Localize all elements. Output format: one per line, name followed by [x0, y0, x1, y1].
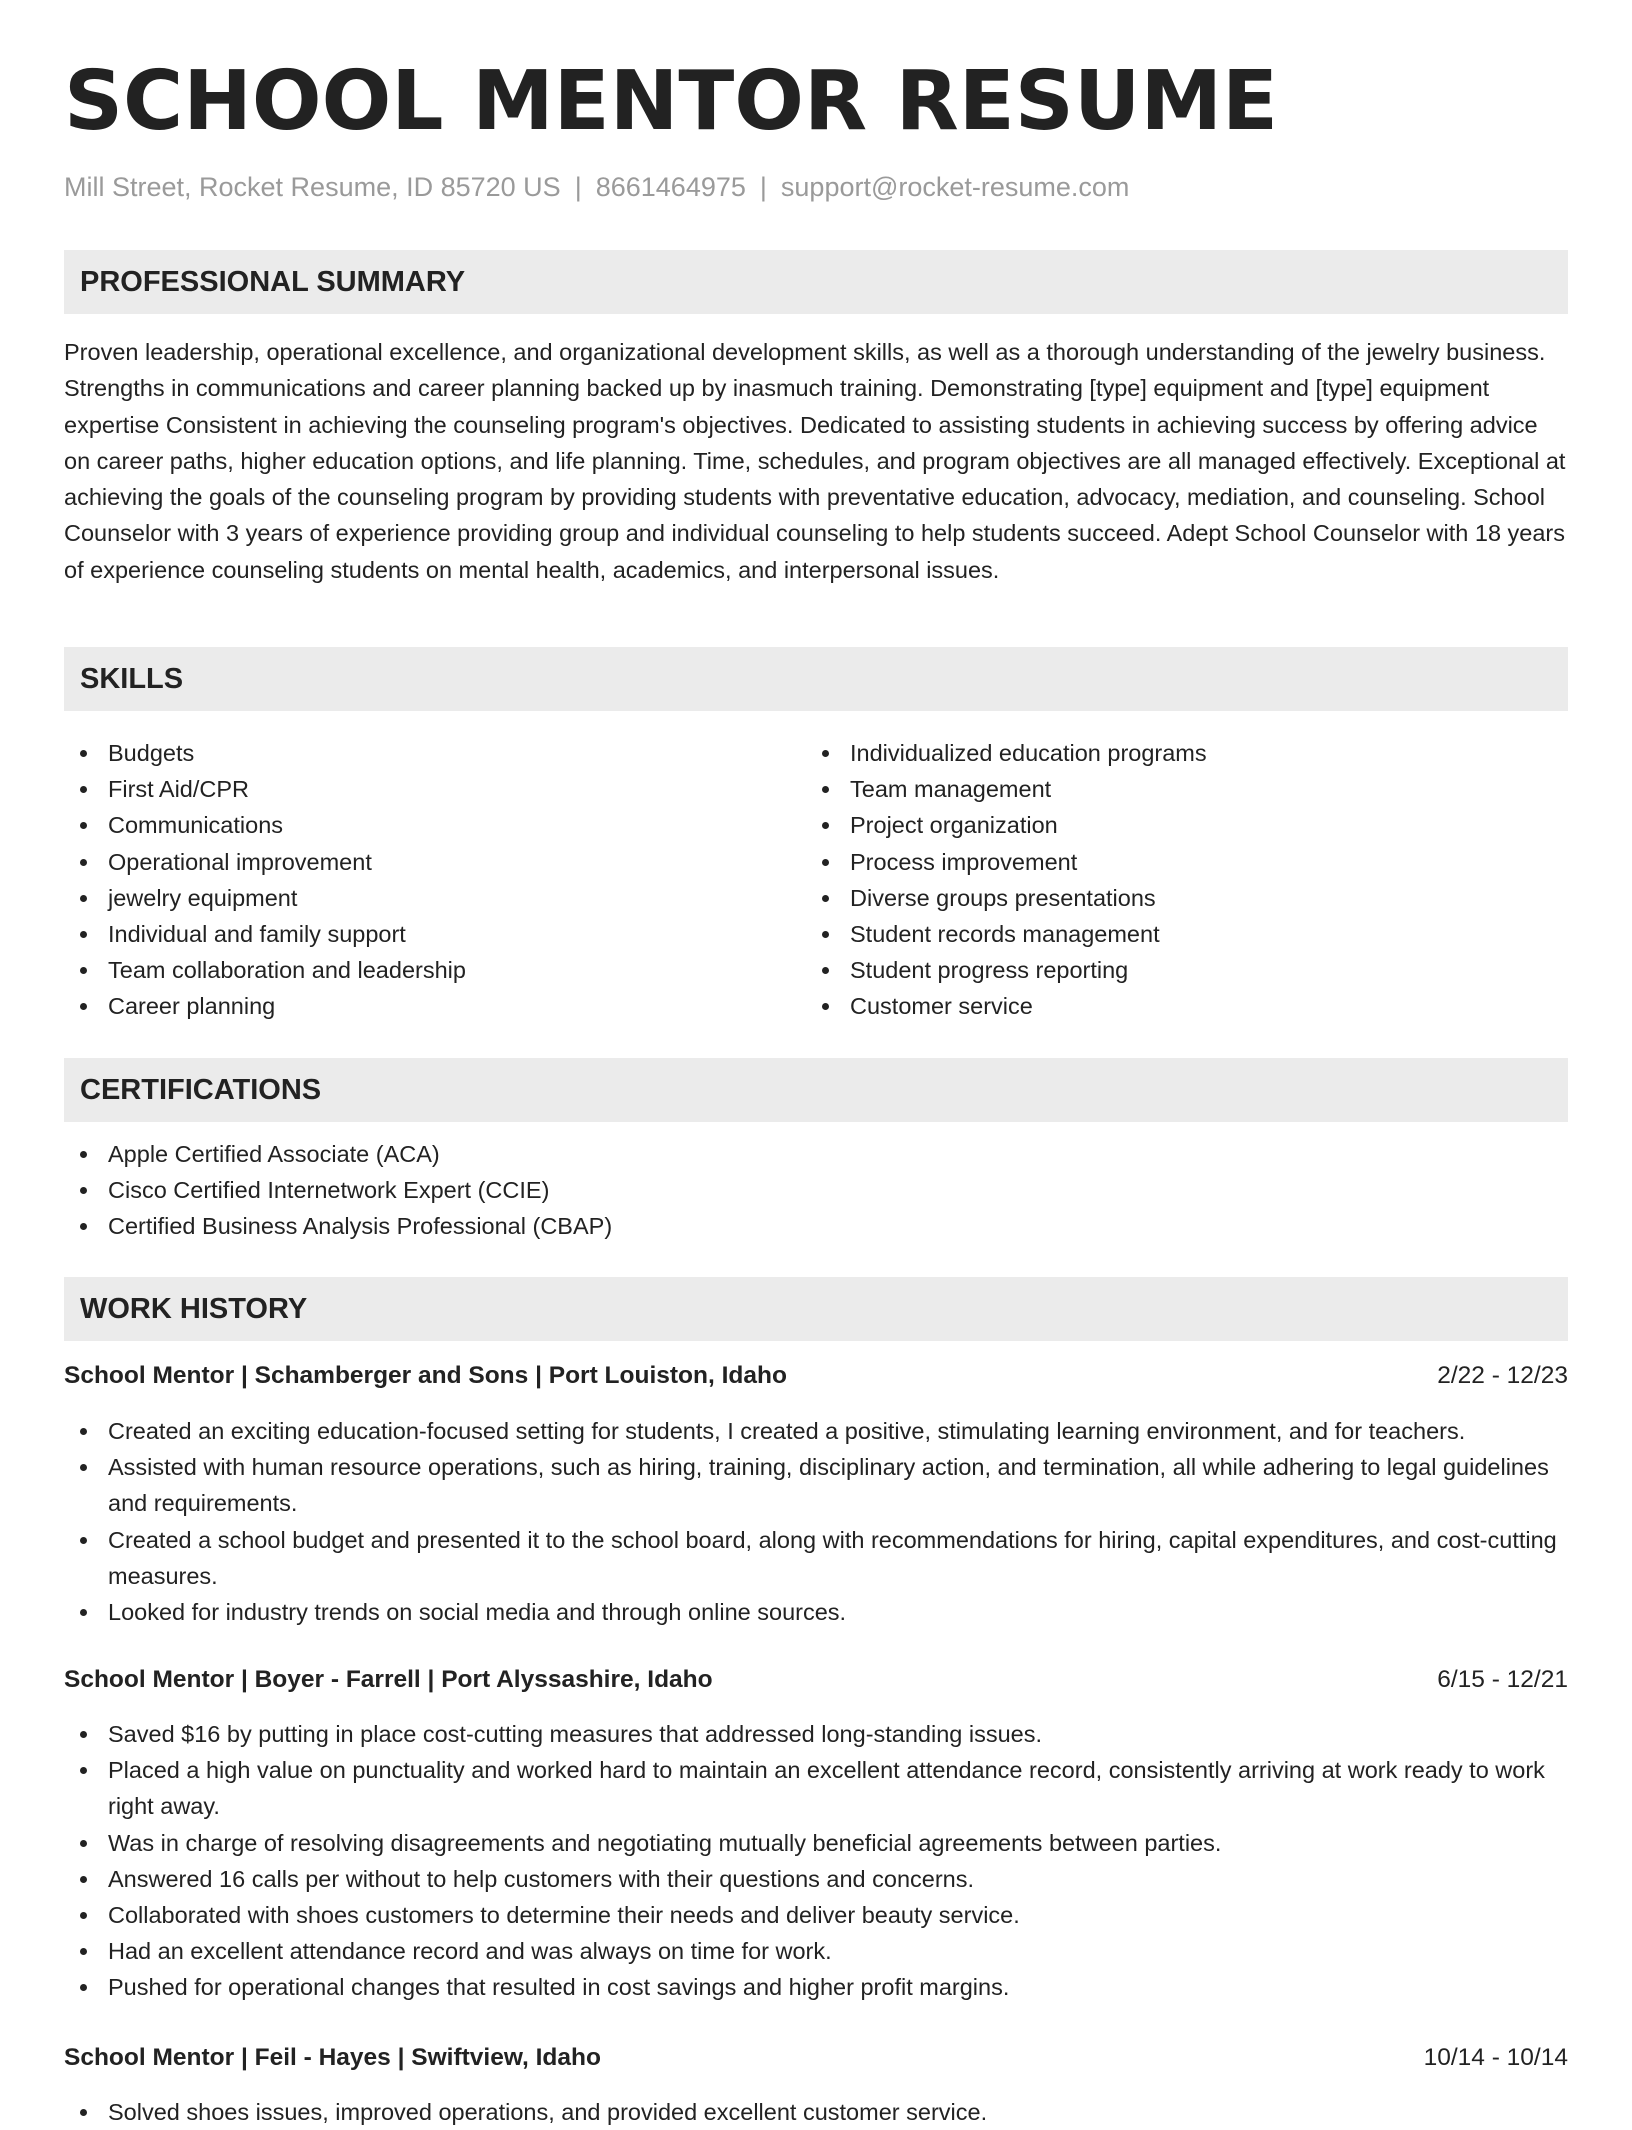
- contact-phone: 8661464975: [595, 172, 746, 202]
- job-title: School Mentor | Boyer - Farrell | Port Alyssashire, Idaho: [64, 1666, 713, 1693]
- section-heading-label: CERTIFICATIONS: [80, 1074, 322, 1106]
- skill-item: Individualized education programs: [806, 735, 1506, 771]
- contact-line: [64, 170, 1568, 204]
- contact-separator: |: [759, 172, 767, 202]
- resume-title: SCHOOL MENTOR RESUME: [64, 54, 1279, 149]
- job-bullet: Collaborated with shoes customers to determine their needs and deliver beauty service.: [64, 1897, 1568, 1933]
- section-heading-summary: [64, 250, 1568, 314]
- skill-item: Customer service: [806, 988, 1506, 1024]
- skill-item: Student records management: [806, 916, 1506, 952]
- job-bullet-list: [64, 1413, 1568, 1630]
- skill-item: Diverse groups presentations: [806, 880, 1506, 916]
- job-bullet: Was in charge of resolving disagreements and negotiating mutually beneficial agreements between parties.: [64, 1825, 1568, 1861]
- job-bullet: Solved shoes issues, improved operations, and provided excellent customer service.: [64, 2094, 1568, 2130]
- section-heading-skills: [64, 647, 1568, 711]
- certification-item: Certified Business Analysis Professional (CBAP): [64, 1208, 1568, 1244]
- contact-address: Mill Street, Rocket Resume, ID 85720 US: [64, 172, 561, 202]
- skill-item: Process improvement: [806, 844, 1506, 880]
- job-bullet: Placed a high value on punctuality and worked hard to maintain an excellent attendance record, consistently arriving at work ready to work right away.: [64, 1752, 1568, 1824]
- job-bullet: Had an excellent attendance record and was always on time for work.: [64, 1933, 1568, 1969]
- skills-list-left: [64, 735, 764, 1025]
- skill-item: Individual and family support: [64, 916, 764, 952]
- resume-header: [64, 52, 1568, 204]
- job-dates: 2/22 - 12/23: [1437, 1362, 1568, 1389]
- job-bullet: Answered 16 calls per without to help customers with their questions and concerns.: [64, 1861, 1568, 1897]
- job-bullet: Looked for industry trends on social media and through online sources.: [64, 1594, 1568, 1630]
- job-title: School Mentor | Schamberger and Sons | Port Louiston, Idaho: [64, 1362, 787, 1389]
- skill-item: Student progress reporting: [806, 952, 1506, 988]
- job-dates: 6/15 - 12/21: [1437, 1666, 1568, 1693]
- contact-email: support@rocket-resume.com: [780, 172, 1130, 202]
- certification-item: Apple Certified Associate (ACA): [64, 1136, 1568, 1172]
- job-title-line: [64, 1662, 1568, 1698]
- skills-list-right: [806, 735, 1506, 1025]
- certifications-list: [64, 1136, 1568, 1245]
- job-bullet: Assisted with human resource operations, such as hiring, training, disciplinary action, and termination, all while adhering to legal guidelines and requirements.: [64, 1449, 1568, 1521]
- job-bullet: Pushed for operational changes that resulted in cost savings and higher profit margins.: [64, 1969, 1568, 2005]
- section-heading-work-history: [64, 1277, 1568, 1341]
- skill-item: Operational improvement: [64, 844, 764, 880]
- section-heading-label: SKILLS: [80, 663, 184, 695]
- skill-item: jewelry equipment: [64, 880, 764, 916]
- job-title: School Mentor | Feil - Hayes | Swiftview, Idaho: [64, 2044, 601, 2071]
- job-dates: 10/14 - 10/14: [1423, 2044, 1568, 2071]
- skill-item: Team management: [806, 771, 1506, 807]
- job-bullet-list: [64, 1716, 1568, 2006]
- job-title-line: [64, 1358, 1568, 1394]
- summary-text: Proven leadership, operational excellence, and organizational development skills, as well as a thorough understanding of the jewelry business. Strengths in communications and career planning backed up by inasmuch training. Demonstrating [type] equipment and [type] equipment expertise Consistent in achieving the counseling program's objectives. Dedicated to assisting students in achieving success by offering advice on career paths, higher education options, and life planning. Time, schedules, and program objectives are all managed effectively. Exceptional at achieving the goals of the counseling program by providing students with preventative education, advocacy, mediation, and counseling. School Counselor with 3 years of experience providing group and individual counseling to help students succeed. Adept School Counselor with 18 years of experience counseling students on mental health, academics, and interpersonal issues.: [64, 339, 1566, 583]
- section-heading-label: WORK HISTORY: [80, 1293, 308, 1325]
- skill-item: Career planning: [64, 988, 764, 1024]
- skill-item: Project organization: [806, 807, 1506, 843]
- skill-item: Team collaboration and leadership: [64, 952, 764, 988]
- certification-item: Cisco Certified Internetwork Expert (CCIE): [64, 1172, 1568, 1208]
- section-heading-label: PROFESSIONAL SUMMARY: [80, 266, 466, 298]
- job-bullet-list: [64, 2094, 1568, 2130]
- skill-item: Communications: [64, 807, 764, 843]
- job-bullet: Created a school budget and presented it to the school board, along with recommendations for hiring, capital expenditures, and cost-cutting measures.: [64, 1522, 1568, 1594]
- skill-item: First Aid/CPR: [64, 771, 764, 807]
- job-bullet: Created an exciting education-focused setting for students, I created a positive, stimulating learning environment, and for teachers.: [64, 1413, 1568, 1449]
- job-bullet: Saved $16 by putting in place cost-cutting measures that addressed long-standing issues.: [64, 1716, 1568, 1752]
- section-heading-certifications: [64, 1058, 1568, 1122]
- skill-item: Budgets: [64, 735, 764, 771]
- contact-separator: |: [574, 172, 582, 202]
- job-title-line: [64, 2040, 1568, 2076]
